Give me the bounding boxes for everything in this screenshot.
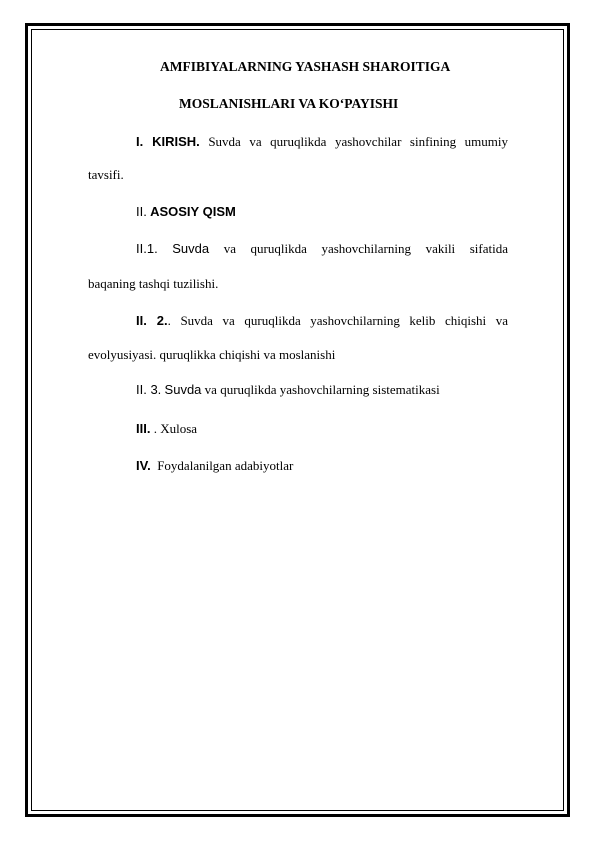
intro-text-line-2: tavsifi. <box>88 167 124 182</box>
intro-text-line-1: Suvda va quruqlikda yashovchilar sinfining umumiy <box>208 134 508 149</box>
conclusion-text: . Xulosa <box>153 421 198 436</box>
references-text: Foydalanilgan adabiyotlar <box>157 458 294 473</box>
section-3-item <box>136 382 440 398</box>
section-2-text-line-1: . Suvda va quruqlikda yashovchilarning kelib chiqishi va <box>167 313 508 328</box>
section-1-number: II.1. <box>136 241 158 256</box>
conclusion-item <box>136 421 197 437</box>
conclusion-number: III. <box>136 421 151 436</box>
section-1-item <box>136 241 508 257</box>
section-2-text-line-2: evolyusiyasi. quruqlikka chiqishi va moslanishi <box>88 347 336 362</box>
main-label: ASOSIY QISM <box>150 204 236 219</box>
section-3-text: va quruqlikda yashovchilarning sistematikasi <box>204 382 440 397</box>
references-item <box>136 458 293 474</box>
title-line-1: AMFIBIYALARNING YASHASH SHAROITIGA <box>160 59 451 74</box>
section-2-number: II. 2. <box>136 313 168 328</box>
main-section-heading <box>136 204 236 220</box>
section-1-text-line-2: baqaning tashqi tuzilishi. <box>88 276 219 291</box>
main-number: II. <box>136 204 147 219</box>
references-number: IV. <box>136 458 151 473</box>
section-3-number: II. 3. <box>136 382 162 397</box>
section-2-item <box>136 313 508 329</box>
intro-number: I. KIRISH. <box>136 134 200 149</box>
title-line-2: MOSLANISHLARI VA KO‘PAYISHI <box>179 96 399 111</box>
intro-item <box>136 134 508 150</box>
section-3-word: Suvda <box>164 382 202 397</box>
section-1-text-line-1: va quruqlikda yashovchilarning vakili sifatida <box>223 241 509 256</box>
section-1-word: Suvda <box>172 241 210 256</box>
